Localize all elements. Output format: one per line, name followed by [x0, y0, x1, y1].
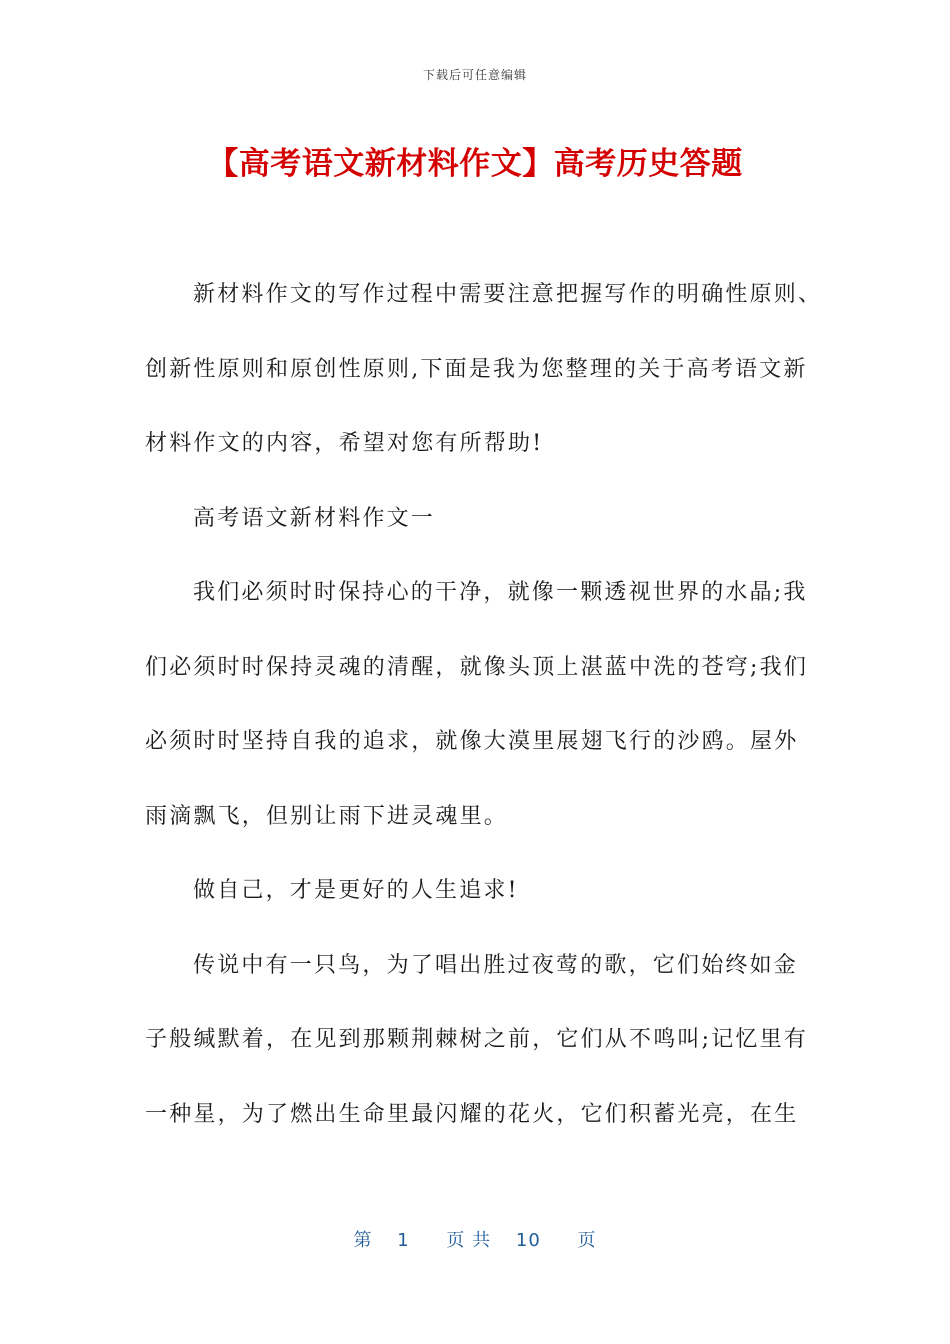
- section-heading: 高考语文新材料作文一: [193, 505, 436, 531]
- header-note: 下载后可任意编辑: [422, 68, 527, 82]
- paragraph-line: 一种星，为了燃出生命里最闪耀的花火，它们积蓄光亮，在生: [145, 1101, 799, 1127]
- paragraph-line: 做自己，才是更好的人生追求!: [193, 878, 519, 903]
- footer-prefix: 第: [353, 1230, 373, 1251]
- paragraph-line: 传说中有一只鸟，为了唱出胜过夜莺的歌，它们始终如金: [193, 952, 799, 978]
- paragraph-line: 新材料作文的写作过程中需要注意把握写作的明确性原则、: [193, 282, 823, 307]
- current-page-number: 1: [397, 1230, 410, 1251]
- paragraph-line: 们必须时时保持灵魂的清醒，就像头顶上湛蓝中洗的苍穹;我们: [145, 654, 809, 680]
- page-footer: [0, 1226, 950, 1252]
- document-body: [145, 258, 823, 1152]
- paragraph-line: 子般缄默着，在见到那颗荆棘树之前，它们从不鸣叫;记忆里有: [145, 1027, 809, 1052]
- document-title: 【高考语文新材料作文】高考历史答题: [207, 146, 743, 182]
- paragraph-line: 我们必须时时保持心的干净，就像一颗透视世界的水晶;我: [193, 580, 808, 605]
- paragraph-line: 材料作文的内容，希望对您有所帮助!: [145, 431, 544, 456]
- footer-suffix: 页: [577, 1230, 597, 1251]
- footer-middle: 页 共: [446, 1230, 492, 1251]
- paragraph-line: 创新性原则和原创性原则,下面是我为您整理的关于高考语文新: [145, 356, 808, 382]
- total-pages-number: 10: [515, 1230, 541, 1251]
- paragraph-line: 必须时时坚持自我的追求，就像大漠里展翅飞行的沙鸥。屋外: [145, 729, 799, 754]
- paragraph-line: 雨滴飘飞，但别让雨下进灵魂里。: [145, 803, 509, 829]
